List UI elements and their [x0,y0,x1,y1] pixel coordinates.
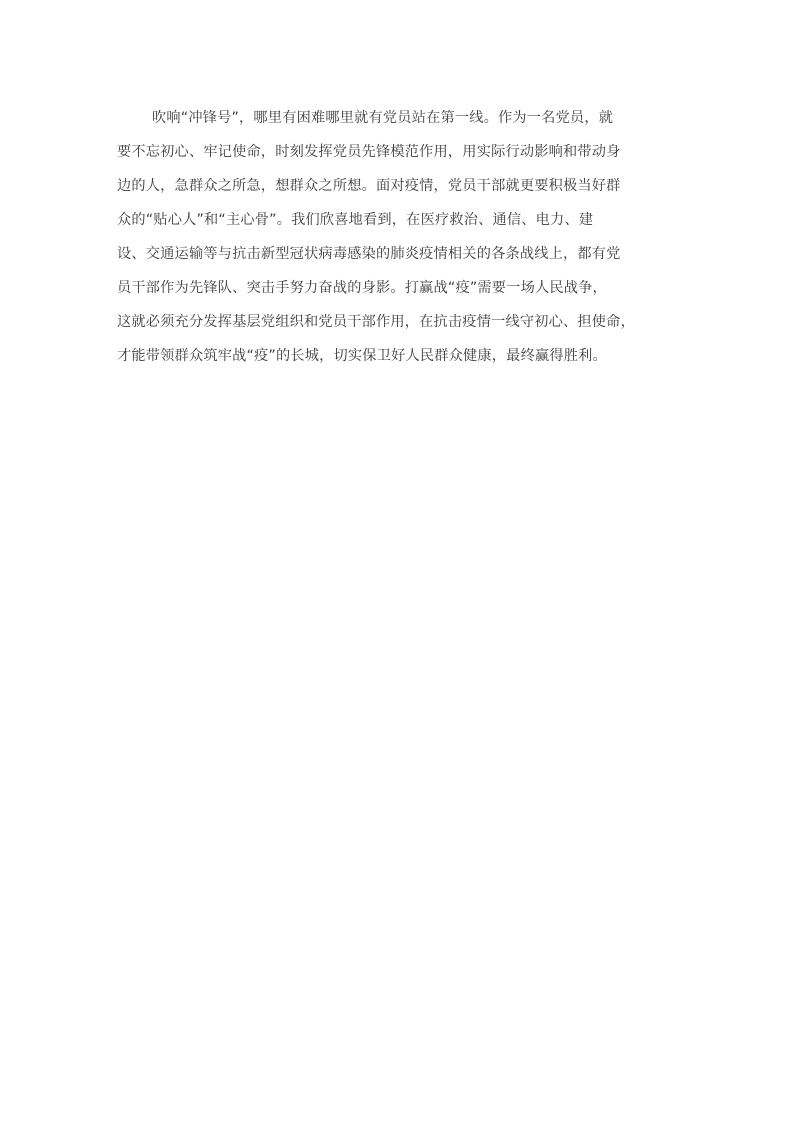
paragraph-line-8: 才能带领群众筑牢战“疫”的长城，切实保卫好人民群众健康，最终赢得胜利。 [117,348,607,364]
paragraph-line-1: 吹响“冲锋号”，哪里有困难哪里就有党员站在第一线。作为一名党员，就 [152,110,614,126]
paragraph-line-6: 员干部作为先锋队、突击手努力奋战的身影。打赢战“疫”需要一场人民战争， [117,280,607,296]
paragraph-line-7: 这就必须充分发挥基层党组织和党员干部作用，在抗击疫情一线守初心、担使命， [117,314,635,330]
paragraph-line-5: 设、交通运输等与抗击新型冠状病毒感染的肺炎疫情相关的各条战线上，都有党 [117,246,621,262]
body-paragraph [117,104,687,376]
paragraph-line-2: 要不忘初心、牢记使命，时刻发挥党员先锋模范作用，用实际行动影响和带动身 [117,144,621,160]
paragraph-line-4: 众的“贴心人”和“主心骨”。我们欣喜地看到，在医疗救治、通信、电力、建 [117,212,594,228]
paragraph-line-3: 边的人，急群众之所急，想群众之所想。面对疫情，党员干部就更要积极当好群 [117,178,621,194]
